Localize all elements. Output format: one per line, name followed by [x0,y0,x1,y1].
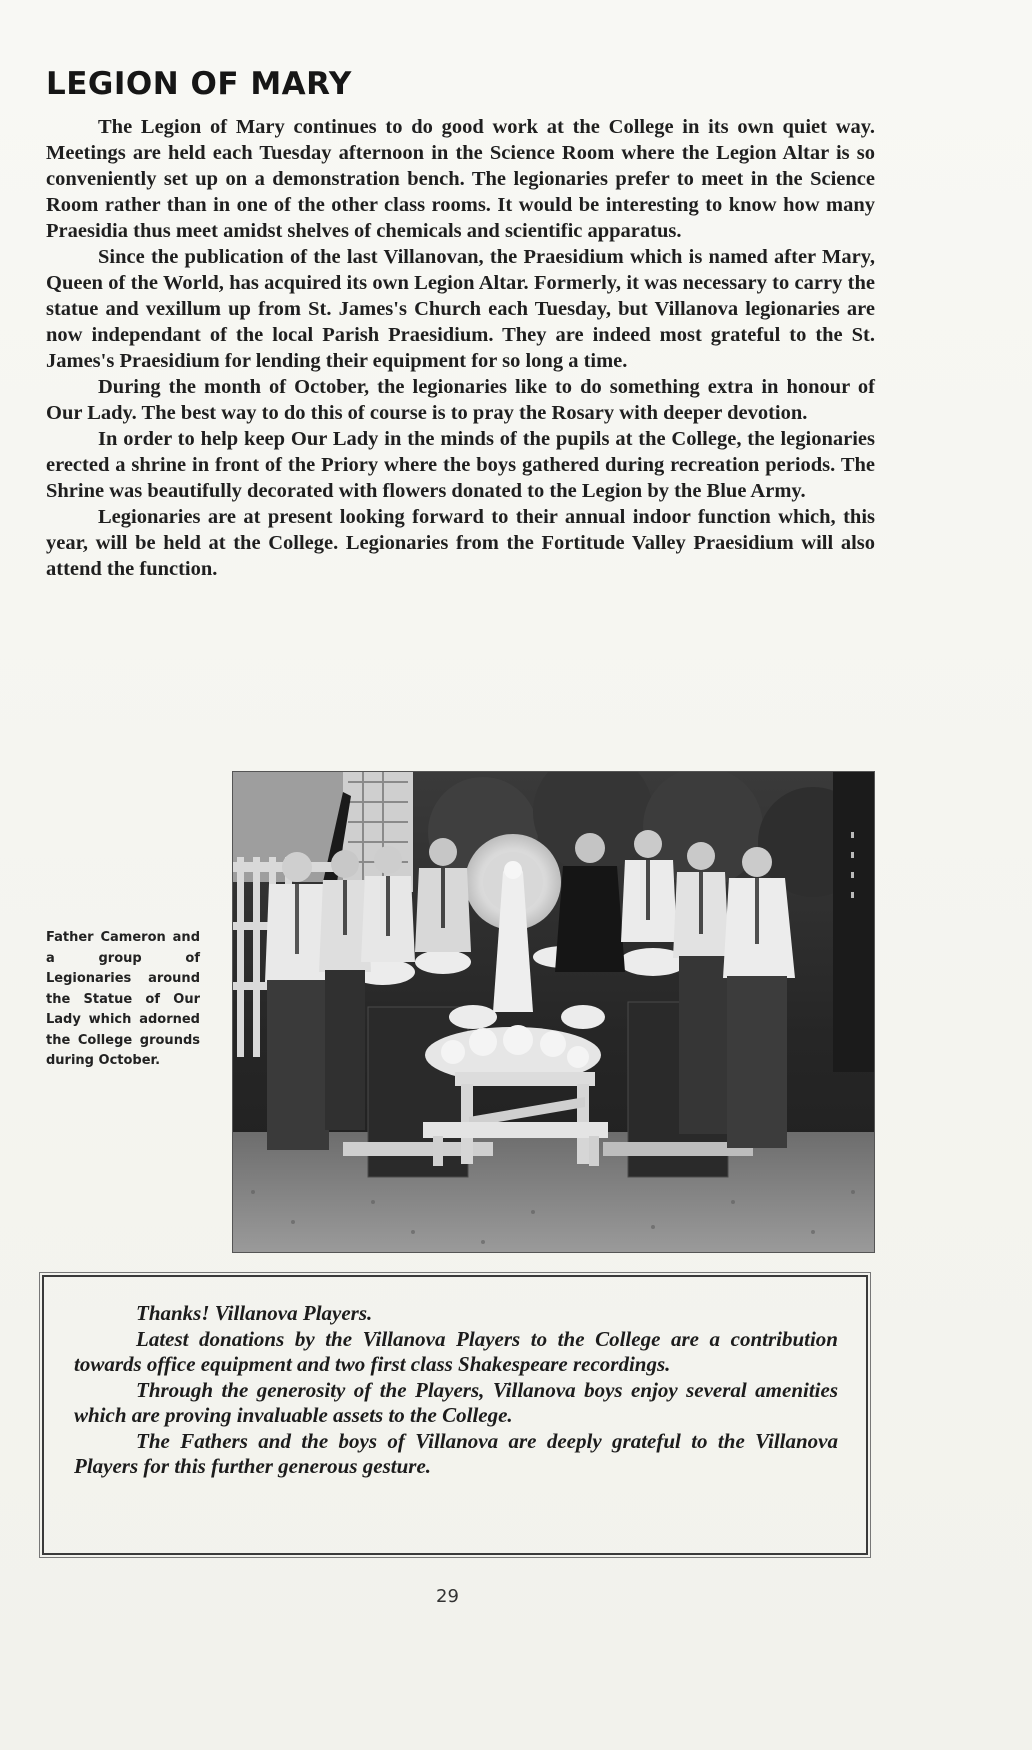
notice-heading: Thanks! Villanova Players. [136,1301,373,1325]
article-body [46,114,875,582]
group-photo [232,771,875,1253]
article-paragraph: During the month of October, the legionaries like to do something extra in honour of Our Lady. The best way to do this of course is to pray the Rosary with deeper devotion. [46,376,875,424]
notice-paragraph: Latest donations by the Villanova Players to the College are a contribution towards office equipment and two first class Shakespeare recordings. [74,1326,838,1376]
article-title: LEGION OF MARY [46,66,352,102]
notice-paragraph: Through the generosity of the Players, Villanova boys enjoy several amenities which are proving invaluable assets to the College. [74,1377,838,1427]
page-number: 29 [436,1586,459,1607]
article-paragraph: The Legion of Mary continues to do good work at the College in its own quiet way. Meetings are held each Tuesday afternoon in the Science Room where the Legion Altar is so conveniently set up on a demonstration bench. The legionaries prefer to meet in the Science Room rather than in one of the other class rooms. It would be interesting to know how many Praesidia thus meet amidst shelves of chemicals and scientific apparatus. [46,116,875,242]
notice-paragraph: The Fathers and the boys of Villanova are deeply grateful to the Villanova Players for this further generous gesture. [74,1428,838,1478]
article-paragraph: In order to help keep Our Lady in the minds of the pupils at the College, the legionaries erected a shrine in front of the Priory where the boys gathered during recreation periods. The Shrine was beautifully decorated with flowers donated to the Legion by the Blue Army. [46,428,875,502]
article-paragraph: Legionaries are at present looking forward to their annual indoor function which, this year, will be held at the College. Legionaries from the Fortitude Valley Praesidium will also attend the function. [46,506,875,580]
notice-box [42,1275,868,1555]
photo-caption: Father Cameron and a group of Legionaries around the Statue of Our Lady which adorned the College grounds during October. [46,930,200,1068]
article-paragraph: Since the publication of the last Villanovan, the Praesidium which is named after Mary, Queen of the World, has acquired its own Legion Altar. Formerly, it was necessary to carry the statue and vexillum up from St. James's Church each Tuesday, but Villanova legionaries are now independant of the local Parish Praesidium. They are indeed most grateful to the St. James's Praesidium for lending their equipment for so long a time. [46,246,875,372]
group-photo-illustration [233,772,874,1252]
